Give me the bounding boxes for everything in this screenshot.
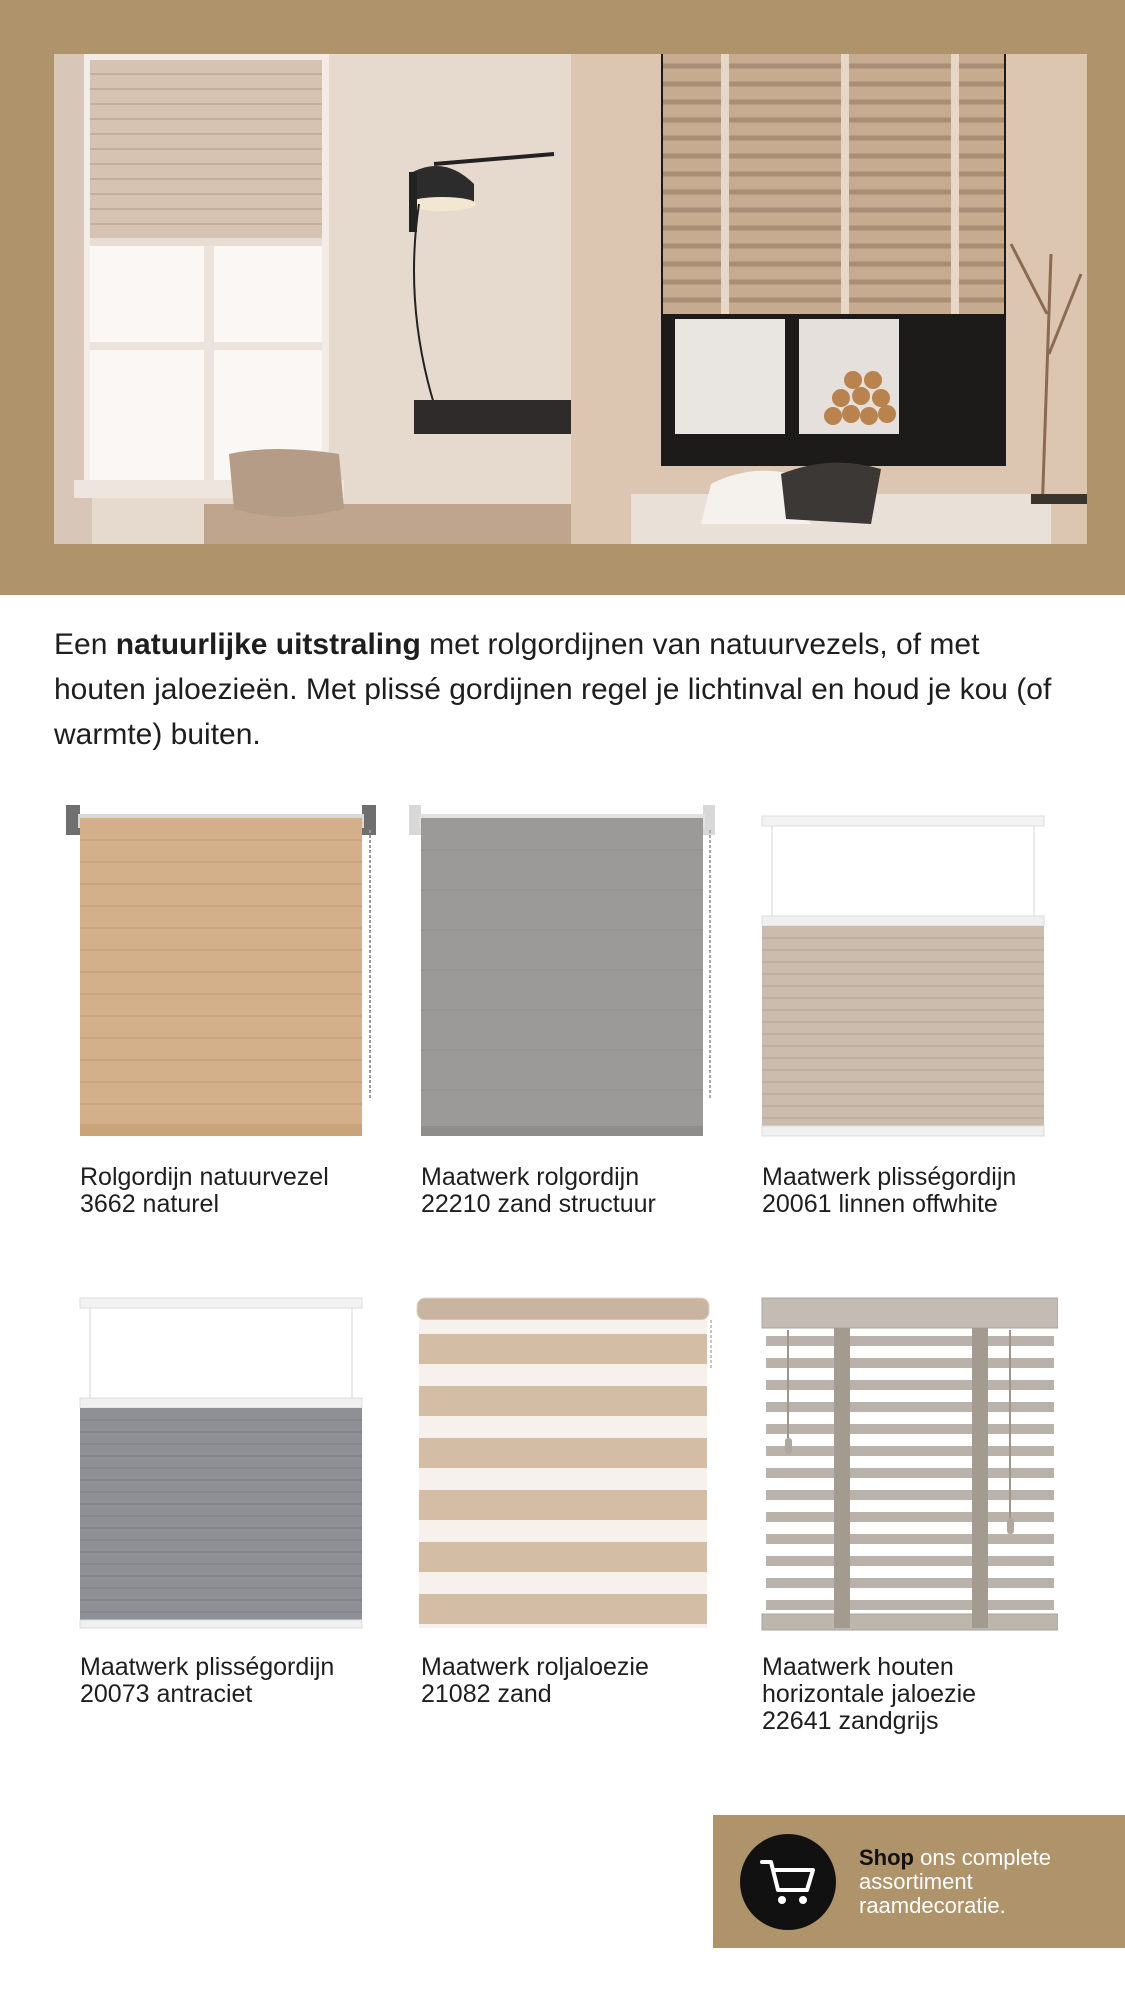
intro-lead: Een xyxy=(54,628,108,661)
shop-cta-label: ons complete assortiment raamdecoratie. xyxy=(859,1844,1051,1918)
product-name[interactable]: Maatwerk plisségordijn 20073 antraciet xyxy=(80,1653,335,1708)
product-image-roller-blind-natural[interactable] xyxy=(66,800,376,1150)
product-image-wooden-blind-sandgrey[interactable] xyxy=(748,1290,1058,1640)
intro-highlight: natuurlijke uitstraling xyxy=(115,628,421,661)
product-card[interactable] xyxy=(407,800,717,1218)
shopping-cart-icon[interactable] xyxy=(740,1834,836,1930)
product-image-roller-blind-sand[interactable] xyxy=(407,800,717,1150)
product-card[interactable] xyxy=(66,800,376,1218)
product-name[interactable]: Maatwerk roljaloezie 21082 zand xyxy=(421,1653,649,1708)
product-card[interactable] xyxy=(66,1290,376,1708)
shop-cta-text[interactable] xyxy=(859,1846,1125,1918)
product-card[interactable] xyxy=(748,800,1058,1218)
hero-photo-wooden-blind-room xyxy=(571,54,1087,544)
product-card[interactable] xyxy=(748,1290,1058,1735)
product-image-pleated-blind-linen[interactable] xyxy=(748,800,1058,1150)
product-image-pleated-blind-anthracite[interactable] xyxy=(66,1290,376,1640)
intro-rest: met rolgordijnen van natuurvezels, of met houten jaloezieën. Met plissé gordijnen regel je lichtinval en houd je kou (of warmte) buiten. xyxy=(54,628,1052,751)
shop-cta-button[interactable] xyxy=(713,1815,1125,1948)
hero-band xyxy=(0,0,1125,595)
shop-cta-bold: Shop xyxy=(859,1844,914,1870)
intro-paragraph xyxy=(54,622,1064,757)
product-name[interactable]: Maatwerk rolgordijn 22210 zand structuur xyxy=(421,1163,656,1218)
product-name[interactable]: Maatwerk houten horizontale jaloezie 22641 zandgrijs xyxy=(762,1653,977,1735)
product-name[interactable]: Rolgordijn natuurvezel 3662 naturel xyxy=(80,1163,329,1218)
product-image-zebra-blind-sand[interactable] xyxy=(407,1290,717,1640)
product-card[interactable] xyxy=(407,1290,717,1708)
product-name[interactable]: Maatwerk plisségordijn 20061 linnen offwhite xyxy=(762,1163,1017,1218)
hero-photo-pleated-blind-room xyxy=(54,54,571,544)
